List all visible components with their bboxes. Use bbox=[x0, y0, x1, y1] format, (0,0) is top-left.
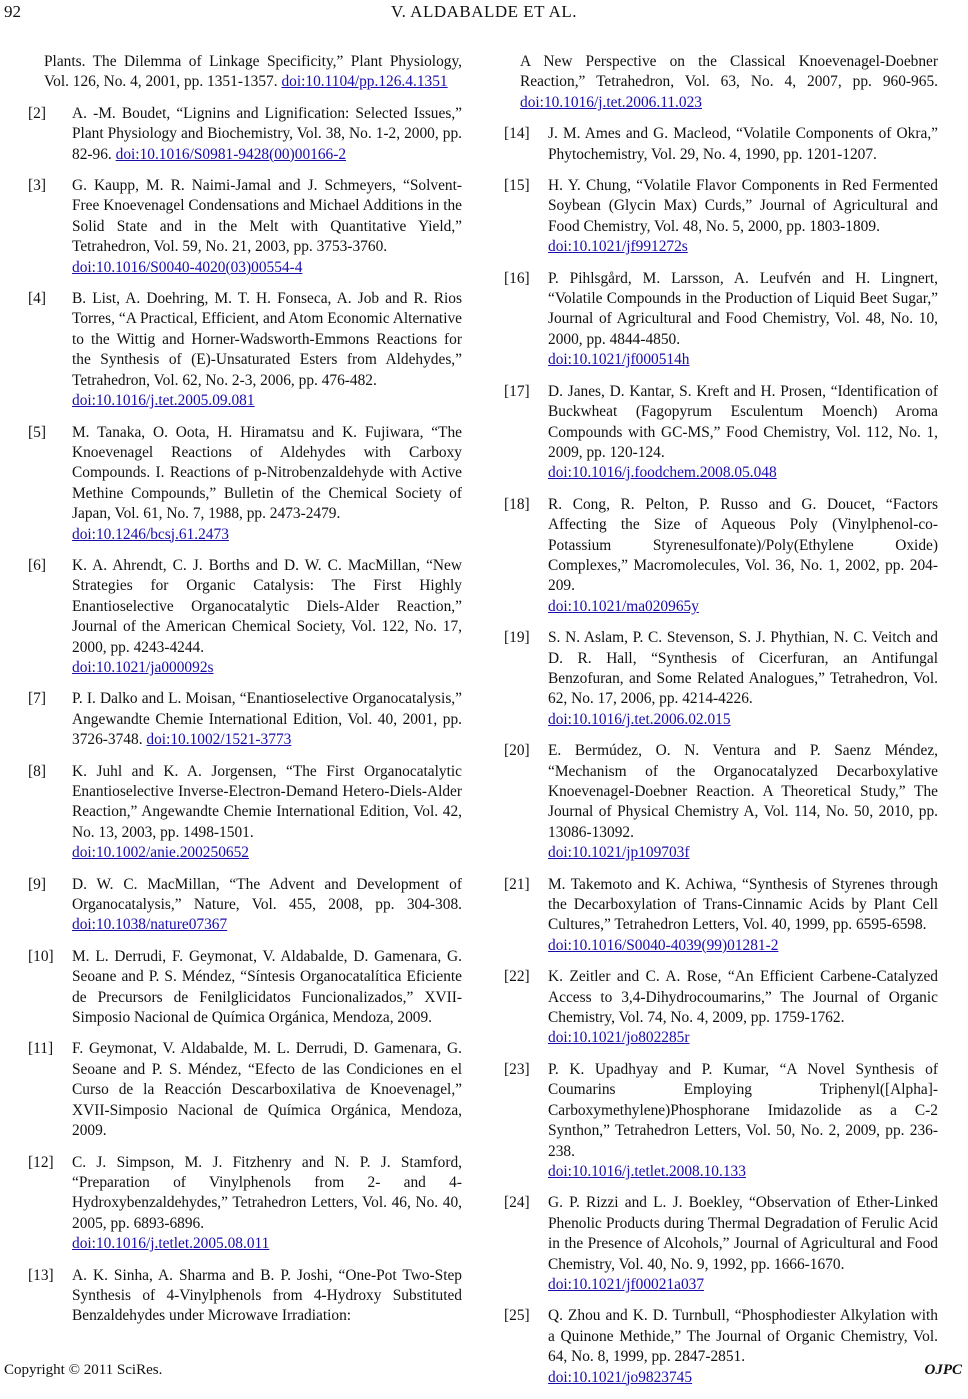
reference-number: [21] bbox=[504, 875, 530, 893]
doi-link[interactable]: doi:10.1021/ma020965y bbox=[548, 597, 699, 615]
reference-number: [13] bbox=[28, 1266, 54, 1284]
reference-text: A. K. Sinha, A. Sharma and B. P. Joshi, “One-Pot Two-Step Synthesis of 4-Vinylphenols from 4-Hydroxy Substituted Benzaldehydes under Microwave Irradiation: bbox=[72, 1266, 462, 1325]
reference-number: [15] bbox=[504, 177, 530, 195]
reference-text: E. Bermúdez, O. N. Ventura and P. Saenz Méndez, “Mechanism of the Organocatalyzed Decarboxylative Knoevenagel-Doebner Reaction. A Theoretical Study,” The Journal of Physical Chemistry A, Vol. 114, No. 50, 2010, pp. 13086-13092. bbox=[548, 742, 938, 841]
reference-item bbox=[28, 875, 462, 936]
journal-abbreviation: OJPC bbox=[924, 1362, 962, 1378]
reference-number: [14] bbox=[504, 125, 530, 143]
reference-number: [3] bbox=[28, 177, 46, 195]
reference-text: D. Janes, D. Kantar, S. Kreft and H. Prosen, “Identification of Buckwheat (Fagopyrum Esculentum Moench) Aroma Compounds with GC-MS,” Food Chemistry, Vol. 112, No. 1, 2009, pp. 120-124. bbox=[548, 382, 938, 461]
reference-item bbox=[28, 289, 462, 411]
reference-text: G. P. Rizzi and L. J. Boekley, “Observation of Ether-Linked Phenolic Products during Thermal Degradation of Ferulic Acid in the Presence of Alcohols,” Journal of Agricultural and Food Chemistry, Vol. 40, No. 9, 1992, pp. 1666-1670. bbox=[548, 1194, 938, 1273]
reference-number: [4] bbox=[28, 290, 46, 308]
reference-text: K. A. Ahrendt, C. J. Borths and D. W. C. MacMillan, “New Strategies for Organic Catalysis: The First Highly Enantioselective Organocatalytic Diels-Alder Reaction,” Journal of the American Chemical Society, Vol. 122, No. 17, 2000, pp. 4243-4244. bbox=[72, 556, 462, 656]
doi-link[interactable]: doi:10.1016/j.foodchem.2008.05.048 bbox=[548, 464, 777, 482]
reference-text: M. L. Derrudi, F. Geymonat, V. Aldabalde, D. Gamenara, G. Seoane and P. S. Méndez, “Síntesis Organocatalítica Eficiente de Precursors de Fenilglicidatos Funcionalizados,” XVII-Simposio Nacional de Química Orgánica, Mendoza, 2009. bbox=[72, 947, 462, 1027]
reference-item bbox=[28, 1153, 462, 1255]
reference-number: [7] bbox=[28, 690, 46, 708]
doi-link[interactable]: doi:10.1021/jf00021a037 bbox=[548, 1275, 705, 1293]
reference-item bbox=[28, 762, 462, 864]
reference-text: G. Kaupp, M. R. Naimi-Jamal and J. Schmeyers, “Solvent-Free Knoevenagel Condensations and Michael Additions in the Solid State and in the Melt with Quantitative Yield,” Tetrahedron, Vol. 59, No. 21, 2003, pp. 3753-3760. bbox=[72, 177, 462, 256]
reference-number: [11] bbox=[28, 1040, 54, 1058]
reference-text: J. M. Ames and G. Macleod, “Volatile Components of Okra,” Phytochemistry, Vol. 29, No. 4, 1990, pp. 1201-1207. bbox=[548, 125, 938, 163]
doi-link[interactable]: doi:10.1104/pp.126.4.1351 bbox=[281, 73, 448, 91]
doi-link[interactable]: doi:10.1021/jp109703f bbox=[548, 844, 690, 862]
reference-text: Q. Zhou and K. D. Turnbull, “Phosphodiester Alkylation with a Quinone Methide,” The Journal of Organic Chemistry, Vol. 64, No. 8, 1999, pp. 2847-2851. bbox=[548, 1307, 938, 1366]
reference-item bbox=[504, 52, 938, 113]
reference-number: [20] bbox=[504, 742, 530, 760]
reference-text: H. Y. Chung, “Volatile Flavor Components in Red Fermented Soybean (Glycin Max) Curds,” Journal of Agricultural and Food Chemistry, Vol. 48, No. 5, 2000, pp. 1803-1809. bbox=[548, 177, 938, 235]
reference-number: [2] bbox=[28, 104, 46, 122]
reference-item bbox=[504, 875, 938, 957]
reference-text: P. Pihlsgård, M. Larsson, A. Leufvén and H. Lingnert, “Volatile Compounds in the Production of Liquid Beet Sugar,” Journal of Agricultural and Food Chemistry, Vol. 48, No. 10, 2000, pp. 4844-4850. bbox=[548, 269, 938, 348]
reference-item bbox=[504, 495, 938, 617]
reference-number: [18] bbox=[504, 495, 530, 513]
reference-text: D. W. C. MacMillan, “The Advent and Development of Organocatalysis,” Nature, Vol. 455, 2008, pp. 304-308. bbox=[72, 875, 462, 914]
doi-link[interactable]: doi:10.1016/j.tetlet.2008.10.133 bbox=[548, 1162, 746, 1180]
reference-text: S. N. Aslam, P. C. Stevenson, S. J. Phythian, N. C. Veitch and D. R. Hall, “Synthesis of Cicerfuran, an Antifungal Benzofuran, and Some Related Analogues,” Tetrahedron, Vol. 62, No. 17, 2006, pp. 4214-4226. bbox=[548, 629, 938, 708]
reference-item bbox=[28, 556, 462, 678]
reference-number: [17] bbox=[504, 382, 530, 400]
reference-number: [16] bbox=[504, 269, 530, 287]
reference-item bbox=[504, 269, 938, 371]
reference-number: [25] bbox=[504, 1307, 530, 1325]
doi-link[interactable]: doi:10.1016/j.tetlet.2005.08.011 bbox=[72, 1235, 270, 1253]
reference-number: [8] bbox=[28, 762, 46, 780]
reference-number: [24] bbox=[504, 1194, 530, 1212]
doi-link[interactable]: doi:10.1016/S0040-4020(03)00554-4 bbox=[72, 258, 303, 276]
reference-item bbox=[28, 947, 462, 1029]
doi-link[interactable]: doi:10.1038/nature07367 bbox=[72, 916, 228, 934]
reference-item bbox=[28, 1266, 462, 1327]
reference-item bbox=[504, 628, 938, 730]
doi-link[interactable]: doi:10.1021/jf991272s bbox=[548, 238, 688, 256]
reference-item bbox=[504, 124, 938, 165]
reference-item bbox=[504, 1060, 938, 1182]
doi-link[interactable]: doi:10.1021/jo9823745 bbox=[548, 1368, 693, 1386]
reference-item bbox=[504, 176, 938, 258]
doi-link[interactable]: doi:10.1021/jo802285r bbox=[548, 1029, 690, 1047]
running-title: V. ALDABALDE ET AL. bbox=[391, 2, 577, 21]
reference-text: B. List, A. Doehring, M. T. H. Fonseca, A. Job and R. Rios Torres, “A Practical, Efficient, and Atom Economic Alternative to the Wittig and Horner-Wadsworth-Emmons Reactions for the Synthesis of (E)-Unsaturated Esters from Aldehydes,” Tetrahedron, Vol. 62, No. 2-3, 2006, pp. 476-482. bbox=[72, 290, 462, 389]
doi-link[interactable]: doi:10.1016/S0040-4039(99)01281-2 bbox=[548, 936, 779, 954]
reference-text: M. Tanaka, O. Oota, H. Hiramatsu and K. Fujiwara, “The Knoevenagel Reactions of Aldehydes with Carboxy Compounds. I. Reactions of p-Nitrobenzaldehyde with Active Methine Compounds,” Bulletin of the Chemical Society of Japan, Vol. 61, No. 7, 1988, pp. 2473-2479. bbox=[72, 423, 462, 523]
references-left-column bbox=[28, 52, 462, 1338]
reference-text: C. J. Simpson, M. J. Fitzhenry and N. P. J. Stamford, “Preparation of Vinylphenols from 2- and 4-Hydroxybenzaldehydes,” Tetrahedron Letters, Vol. 46, No. 40, 2005, pp. 6893-6896. bbox=[72, 1153, 462, 1232]
reference-item bbox=[504, 741, 938, 863]
reference-item bbox=[504, 1193, 938, 1295]
reference-text: P. I. Dalko and L. Moisan, “Enantioselective Organocatalysis,” Angewandte Chemie International Edition, Vol. 40, 2001, pp. 3726-3748. bbox=[72, 690, 462, 749]
reference-text: F. Geymonat, V. Aldabalde, M. L. Derrudi, D. Gamenara, G. Seoane and P. S. Méndez, “Efecto de las Condiciones en el Curso de la Reacción Descarboxilativa de Knoevenagel,” XVII-Simposio Nacional de Química Orgánica, Mendoza, 2009. bbox=[72, 1040, 462, 1140]
doi-link[interactable]: doi:10.1002/anie.200250652 bbox=[72, 844, 249, 862]
doi-link[interactable]: doi:10.1016/S0981-9428(00)00166-2 bbox=[115, 145, 347, 163]
doi-link[interactable]: doi:10.1016/j.tet.2006.11.023 bbox=[520, 93, 702, 111]
reference-number: [9] bbox=[28, 875, 46, 893]
reference-text: K. Juhl and K. A. Jorgensen, “The First Organocatalytic Enantioselective Inverse-Electron-Demand Hetero-Diels-Alder Reaction,” Angewandte Chemie International Edition, Vol. 42, No. 13, 2003, pp. 1498-1501. bbox=[72, 762, 462, 841]
reference-item bbox=[504, 382, 938, 484]
references-right-column bbox=[504, 52, 938, 1399]
doi-link[interactable]: doi:10.1002/1521-3773 bbox=[146, 731, 292, 749]
page-number: 92 bbox=[4, 2, 21, 21]
reference-number: [23] bbox=[504, 1060, 530, 1078]
reference-number: [12] bbox=[28, 1153, 54, 1171]
reference-item bbox=[28, 1039, 462, 1141]
reference-item bbox=[28, 104, 462, 165]
reference-number: [19] bbox=[504, 629, 530, 647]
reference-item bbox=[28, 52, 462, 93]
reference-text: A. -M. Boudet, “Lignins and Lignification: Selected Issues,” Plant Physiology and Biochemistry, Vol. 38, No. 1-2, 2000, pp. 82-96. bbox=[72, 104, 462, 163]
reference-text: M. Takemoto and K. Achiwa, “Synthesis of Styrenes through the Decarboxylation of Trans-Cinnamic Acids by Plant Cell Cultures,” Tetrahedron Letters, Vol. 40, 1999, pp. 6595-6598. bbox=[548, 875, 938, 934]
doi-link[interactable]: doi:10.1021/ja000092s bbox=[72, 658, 214, 676]
reference-text: K. Zeitler and C. A. Rose, “An Efficient Carbene-Catalyzed Access to 3,4-Dihydrocoumarins,” The Journal of Organic Chemistry, Vol. 74, No. 4, 2009, pp. 1759-1762. bbox=[548, 968, 938, 1027]
reference-item bbox=[28, 689, 462, 750]
doi-link[interactable]: doi:10.1016/j.tet.2005.09.081 bbox=[72, 392, 255, 410]
reference-number: [10] bbox=[28, 947, 54, 965]
reference-number: [22] bbox=[504, 968, 530, 986]
doi-link[interactable]: doi:10.1246/bcsj.61.2473 bbox=[72, 525, 229, 543]
reference-text: P. K. Upadhyay and P. Kumar, “A Novel Synthesis of Coumarins Employing Triphenyl([Alpha]-Carboxymethylene)Phosphorane Imidazolide as a C-2 Synthon,” Tetrahedron Letters, Vol. 50, No. 2, 2009, pp. 236-238. bbox=[548, 1060, 938, 1160]
reference-text: R. Cong, R. Pelton, P. Russo and G. Doucet, “Factors Affecting the Size of Aqueous Poly (Vinylphenol-co-Potassium Styrenesulfonate)/Poly(Ethylene Oxide) Complexes,” Macromolecules, Vol. 36, No. 1, 2002, pp. 204-209. bbox=[548, 495, 938, 595]
reference-text: A New Perspective on the Classical Knoevenagel-Doebner Reaction,” Tetrahedron, Vol. 63, No. 4, 2007, pp. 960-965. bbox=[520, 53, 938, 91]
doi-link[interactable]: doi:10.1021/jf000514h bbox=[548, 351, 690, 369]
reference-item bbox=[28, 176, 462, 278]
reference-number: [6] bbox=[28, 556, 46, 574]
reference-number: [5] bbox=[28, 423, 46, 441]
copyright-notice: Copyright © 2011 SciRes. bbox=[4, 1362, 163, 1378]
reference-text: Plants. The Dilemma of Linkage Specificity,” Plant Physiology, Vol. 126, No. 4, 2001, pp. 1351-1357. bbox=[44, 53, 462, 91]
reference-item bbox=[28, 423, 462, 545]
reference-item bbox=[504, 1306, 938, 1388]
reference-item bbox=[504, 967, 938, 1049]
doi-link[interactable]: doi:10.1016/j.tet.2006.02.015 bbox=[548, 710, 731, 728]
